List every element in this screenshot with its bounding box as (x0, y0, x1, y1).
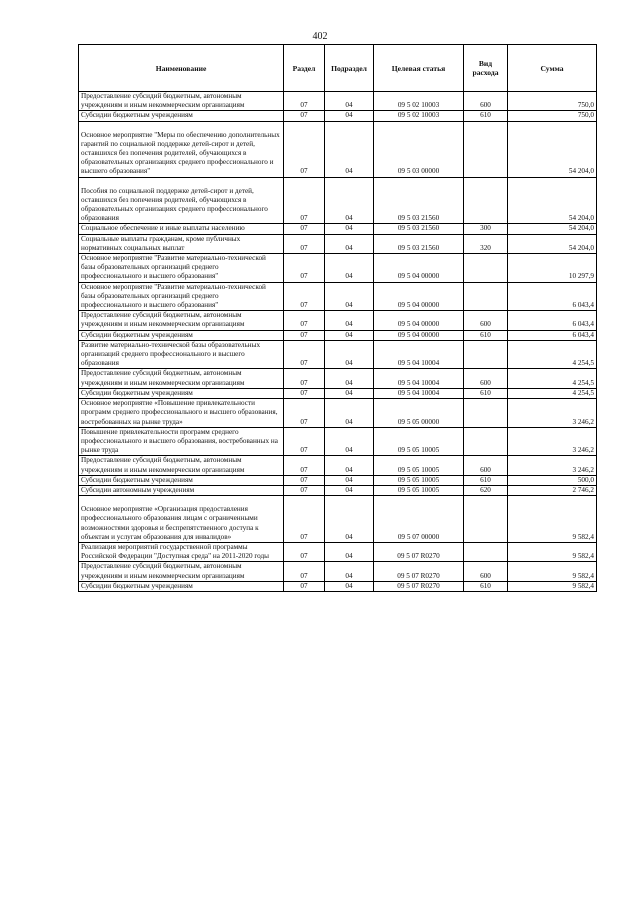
cell-name: Основное мероприятие «Повышение привлекательности программ среднего профессионального и высшего образования, востребованных на рынке труда» (79, 399, 284, 428)
cell-section: 07 (284, 562, 325, 581)
cell-amount: 54 204,0 (508, 177, 597, 224)
header-kind: Вид расхода (464, 45, 508, 92)
header-subsection: Подраздел (325, 45, 374, 92)
cell-kind (464, 121, 508, 177)
cell-kind (464, 177, 508, 224)
cell-amount: 54 204,0 (508, 234, 597, 253)
cell-subsection: 04 (325, 581, 374, 591)
cell-name-text: Основное мероприятие "Меры по обеспечению дополнительных гарантий по социальной поддержке детей-сирот и детей, оставшихся без попечения родителей, обучающихся в образовательных организациях среднего профессионального и высшего образования" (81, 130, 280, 176)
cell-subsection: 04 (325, 485, 374, 495)
cell-spacer (81, 122, 281, 131)
cell-target: 09 5 05 10005 (374, 475, 464, 485)
cell-kind (464, 496, 508, 543)
header-name: Наименование (79, 45, 284, 92)
cell-kind (464, 254, 508, 283)
cell-section: 07 (284, 92, 325, 111)
cell-section: 07 (284, 581, 325, 591)
cell-amount: 6 043,4 (508, 330, 597, 340)
cell-target: 09 5 07 R0270 (374, 542, 464, 561)
cell-kind: 620 (464, 485, 508, 495)
cell-section: 07 (284, 330, 325, 340)
cell-section: 07 (284, 427, 325, 456)
cell-target: 09 5 05 10005 (374, 485, 464, 495)
table-row (79, 224, 597, 234)
cell-amount: 9 582,4 (508, 581, 597, 591)
cell-name-text: Основное мероприятие «Организация предоставления профессионального образования лицам с ограниченными возможностями здоровья и беспрепятственного доступа к объектам и услугам образования для инвалидов» (81, 505, 259, 541)
cell-name-text: Пособия по социальной поддержке детей-сирот и детей, оставшихся без попечения родителей, обучающихся в образовательных организациях среднего профессионального образования (81, 186, 268, 223)
cell-kind: 610 (464, 581, 508, 591)
cell-section: 07 (284, 224, 325, 234)
cell-name: Субсидии бюджетным учреждениям (79, 111, 284, 121)
cell-target: 09 5 04 10004 (374, 388, 464, 398)
cell-amount: 4 254,5 (508, 340, 597, 369)
table-row (79, 581, 597, 591)
cell-subsection: 04 (325, 111, 374, 121)
cell-target: 09 5 07 R0270 (374, 581, 464, 591)
cell-kind (464, 399, 508, 428)
cell-target: 09 5 05 00000 (374, 399, 464, 428)
cell-kind: 600 (464, 369, 508, 388)
cell-section: 07 (284, 254, 325, 283)
table-row (79, 388, 597, 398)
cell-subsection: 04 (325, 234, 374, 253)
cell-kind: 300 (464, 224, 508, 234)
cell-name (79, 496, 284, 543)
cell-subsection: 04 (325, 496, 374, 543)
cell-section: 07 (284, 369, 325, 388)
cell-target: 09 5 03 00000 (374, 121, 464, 177)
table-body (79, 92, 597, 592)
table-row (79, 369, 597, 388)
cell-amount: 750,0 (508, 92, 597, 111)
cell-section: 07 (284, 282, 325, 311)
table-row (79, 562, 597, 581)
cell-kind (464, 427, 508, 456)
cell-name: Социальное обеспечение и иные выплаты населению (79, 224, 284, 234)
cell-target: 09 5 02 10003 (374, 92, 464, 111)
page-number: 402 (312, 31, 328, 42)
cell-section: 07 (284, 121, 325, 177)
cell-amount: 9 582,4 (508, 496, 597, 543)
cell-kind: 320 (464, 234, 508, 253)
cell-name: Повышение привлекательности программ среднего профессионального и высшего образования, востребованных на рынке труда (79, 427, 284, 456)
header-target: Целевая статья (374, 45, 464, 92)
table-row (79, 254, 597, 283)
cell-section: 07 (284, 177, 325, 224)
cell-subsection: 04 (325, 456, 374, 475)
cell-target: 09 5 02 10003 (374, 111, 464, 121)
cell-name: Предоставление субсидий бюджетным, автономным учреждениям и иным некоммерческим организациям (79, 456, 284, 475)
cell-section: 07 (284, 399, 325, 428)
cell-name: Социальные выплаты гражданам, кроме публичных нормативных социальных выплат (79, 234, 284, 253)
cell-section: 07 (284, 456, 325, 475)
cell-name: Предоставление субсидий бюджетным, автономным учреждениям и иным некоммерческим организациям (79, 369, 284, 388)
cell-subsection: 04 (325, 475, 374, 485)
cell-amount: 3 246,2 (508, 399, 597, 428)
cell-subsection: 04 (325, 399, 374, 428)
cell-name (79, 177, 284, 224)
table-row (79, 234, 597, 253)
cell-name: Субсидии бюджетным учреждениям (79, 475, 284, 485)
cell-target: 09 5 07 R0270 (374, 562, 464, 581)
cell-kind (464, 542, 508, 561)
cell-subsection: 04 (325, 311, 374, 330)
cell-kind: 600 (464, 311, 508, 330)
cell-section: 07 (284, 475, 325, 485)
cell-amount: 4 254,5 (508, 388, 597, 398)
cell-target: 09 5 04 00000 (374, 330, 464, 340)
cell-amount: 500,0 (508, 475, 597, 485)
table-row (79, 427, 597, 456)
cell-name: Субсидии бюджетным учреждениям (79, 388, 284, 398)
cell-subsection: 04 (325, 92, 374, 111)
cell-target: 09 5 03 21560 (374, 224, 464, 234)
cell-subsection: 04 (325, 224, 374, 234)
cell-section: 07 (284, 485, 325, 495)
cell-kind: 600 (464, 562, 508, 581)
cell-subsection: 04 (325, 542, 374, 561)
cell-target: 09 5 05 10005 (374, 427, 464, 456)
cell-section: 07 (284, 388, 325, 398)
cell-kind: 600 (464, 456, 508, 475)
header-section: Раздел (284, 45, 325, 92)
cell-amount: 54 204,0 (508, 121, 597, 177)
cell-section: 07 (284, 542, 325, 561)
cell-target: 09 5 03 21560 (374, 234, 464, 253)
cell-amount: 750,0 (508, 111, 597, 121)
cell-name: Предоставление субсидий бюджетным, автономным учреждениям и иным некоммерческим организациям (79, 311, 284, 330)
cell-section: 07 (284, 311, 325, 330)
cell-subsection: 04 (325, 177, 374, 224)
cell-target: 09 5 03 21560 (374, 177, 464, 224)
table-row (79, 542, 597, 561)
cell-section: 07 (284, 234, 325, 253)
cell-subsection: 04 (325, 562, 374, 581)
cell-amount: 6 043,4 (508, 282, 597, 311)
cell-name: Реализация мероприятий государственной программы Российской Федерации "Доступная среда" на 2011-2020 годы (79, 542, 284, 561)
cell-subsection: 04 (325, 330, 374, 340)
table-row (79, 399, 597, 428)
cell-spacer (81, 178, 281, 187)
cell-amount: 3 246,2 (508, 456, 597, 475)
table-row (79, 121, 597, 177)
cell-spacer (81, 496, 281, 505)
table-row (79, 485, 597, 495)
cell-amount: 2 746,2 (508, 485, 597, 495)
table-row (79, 496, 597, 543)
cell-subsection: 04 (325, 282, 374, 311)
table-row (79, 111, 597, 121)
cell-subsection: 04 (325, 369, 374, 388)
cell-amount: 10 297,9 (508, 254, 597, 283)
cell-kind (464, 340, 508, 369)
cell-kind: 610 (464, 330, 508, 340)
cell-target: 09 5 04 00000 (374, 311, 464, 330)
cell-section: 07 (284, 111, 325, 121)
cell-target: 09 5 04 00000 (374, 282, 464, 311)
cell-target: 09 5 04 10004 (374, 340, 464, 369)
cell-name: Основное мероприятие "Развитие материально-технической базы образовательных организаций среднего профессионального и высшего образования" (79, 254, 284, 283)
table-row (79, 475, 597, 485)
table-row (79, 340, 597, 369)
cell-amount: 9 582,4 (508, 562, 597, 581)
table-row (79, 330, 597, 340)
cell-target: 09 5 04 00000 (374, 254, 464, 283)
cell-subsection: 04 (325, 340, 374, 369)
cell-amount: 9 582,4 (508, 542, 597, 561)
budget-table (78, 44, 597, 592)
cell-subsection: 04 (325, 388, 374, 398)
cell-amount: 4 254,5 (508, 369, 597, 388)
cell-name (79, 121, 284, 177)
cell-name: Субсидии бюджетным учреждениям (79, 330, 284, 340)
cell-subsection: 04 (325, 121, 374, 177)
table-row (79, 456, 597, 475)
cell-kind (464, 282, 508, 311)
cell-kind: 610 (464, 475, 508, 485)
cell-name: Предоставление субсидий бюджетным, автономным учреждениям и иным некоммерческим организациям (79, 562, 284, 581)
cell-section: 07 (284, 340, 325, 369)
cell-amount: 54 204,0 (508, 224, 597, 234)
cell-name: Развитие материально-технической базы образовательных организаций среднего профессионального и высшего образования (79, 340, 284, 369)
cell-name: Основное мероприятие "Развитие материально-технической базы образовательных организаций среднего профессионального и высшего образования" (79, 282, 284, 311)
table-row (79, 92, 597, 111)
table-row (79, 311, 597, 330)
cell-kind: 600 (464, 92, 508, 111)
cell-section: 07 (284, 496, 325, 543)
cell-name: Субсидии автономным учреждениям (79, 485, 284, 495)
cell-kind: 610 (464, 388, 508, 398)
cell-subsection: 04 (325, 427, 374, 456)
cell-amount: 6 043,4 (508, 311, 597, 330)
cell-kind: 610 (464, 111, 508, 121)
cell-target: 09 5 04 10004 (374, 369, 464, 388)
cell-name: Субсидии бюджетным учреждениям (79, 581, 284, 591)
cell-target: 09 5 05 10005 (374, 456, 464, 475)
cell-target: 09 5 07 00000 (374, 496, 464, 543)
cell-subsection: 04 (325, 254, 374, 283)
header-amount: Сумма (508, 45, 597, 92)
table-row (79, 282, 597, 311)
table-row (79, 177, 597, 224)
cell-name: Предоставление субсидий бюджетным, автономным учреждениям и иным некоммерческим организациям (79, 92, 284, 111)
table-header-row (79, 45, 597, 92)
cell-amount: 3 246,2 (508, 427, 597, 456)
